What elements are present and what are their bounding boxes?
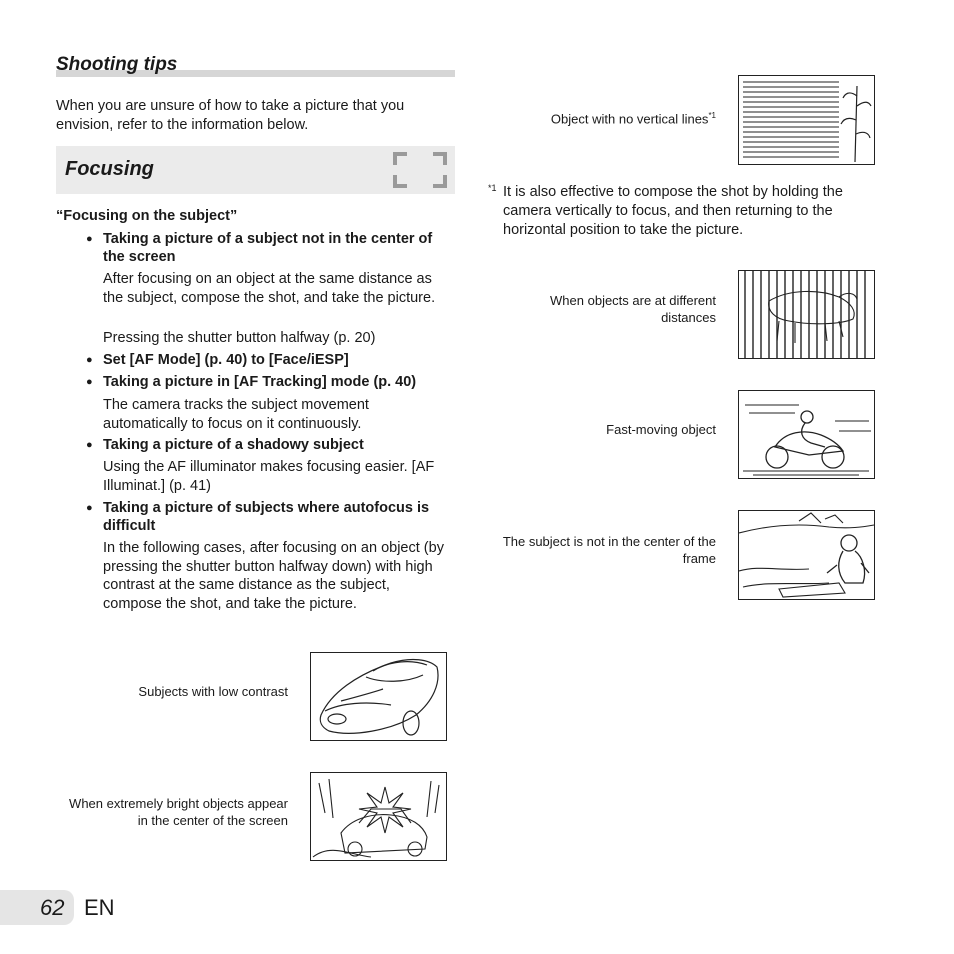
paragraph: Using the AF illuminator makes focusing easier. [AF Illuminat.] (p. 41) [103, 459, 435, 494]
low-contrast-car-illustration [310, 652, 447, 741]
horizontal-lines-illustration [738, 75, 875, 165]
bullet-dot-icon: ● [86, 439, 93, 451]
bullet-text: Taking a picture in [AF Tracking] mode (p. 40) [103, 374, 417, 390]
bright-center-illustration [310, 772, 447, 861]
caption-low-contrast: Subjects with low contrast [138, 684, 288, 699]
caption-no-vertical-lines: Object with no vertical lines$^{*1}$ [550, 111, 716, 127]
footnote-mark: *1 [488, 183, 497, 193]
bullet-af-tracking [86, 373, 448, 391]
bullet-dot-icon: ● [86, 233, 93, 245]
paragraph: Pressing the shutter button halfway (p. 20) [103, 330, 376, 346]
paragraph: In the following cases, after focusing on an object (by pressing the shutter button halfway down) with high contrast at the same distance as the subject, compose the shot, and take the picture. [103, 540, 444, 612]
caption-bright-center: When extremely bright objects appear in the center of the screen [69, 796, 288, 828]
bullet-af-mode [86, 351, 448, 369]
bullet-dot-icon: ● [86, 502, 93, 514]
bullet-dot-icon: ● [86, 376, 93, 388]
subheading: “Focusing on the subject” [56, 208, 238, 224]
af-frame-icon [393, 152, 447, 188]
section-title: Shooting tips [56, 54, 178, 75]
caption-fast-moving: Fast-moving object [606, 422, 716, 437]
intro-text: When you are unsure of how to take a picture that you envision, refer to the information below. [56, 98, 405, 133]
bullet-text: Taking a picture of a subject not in the center of the screen [103, 231, 433, 265]
bullet-not-center [86, 230, 448, 266]
bullet-text: Taking a picture of subjects where autofocus is difficult [103, 500, 430, 534]
bullet-dot-icon: ● [86, 354, 93, 366]
caption-not-center: The subject is not in the center of the frame [502, 534, 716, 566]
cage-tiger-illustration [738, 270, 875, 359]
bullet-difficult [86, 499, 448, 535]
bullet-shadowy [86, 436, 448, 454]
paragraph: The camera tracks the subject movement automatically to focus on it continuously. [103, 397, 369, 432]
page-language: EN [84, 895, 115, 920]
footnote-text: It is also effective to compose the shot by holding the camera vertically to focus, and then returning to the horizontal position to take the picture. [503, 184, 843, 238]
bullet-text: Set [AF Mode] (p. 40) to [Face/iESP] [103, 352, 349, 368]
focusing-title: Focusing [65, 158, 154, 180]
motorcycle-illustration [738, 390, 875, 479]
off-center-subject-illustration [738, 510, 875, 600]
caption-different-distances: When objects are at different distances [550, 293, 716, 325]
bullet-text: Taking a picture of a shadowy subject [103, 437, 364, 453]
page-number: 62 [40, 895, 65, 920]
paragraph: After focusing on an object at the same distance as the subject, compose the shot, and take the picture. [103, 271, 436, 306]
